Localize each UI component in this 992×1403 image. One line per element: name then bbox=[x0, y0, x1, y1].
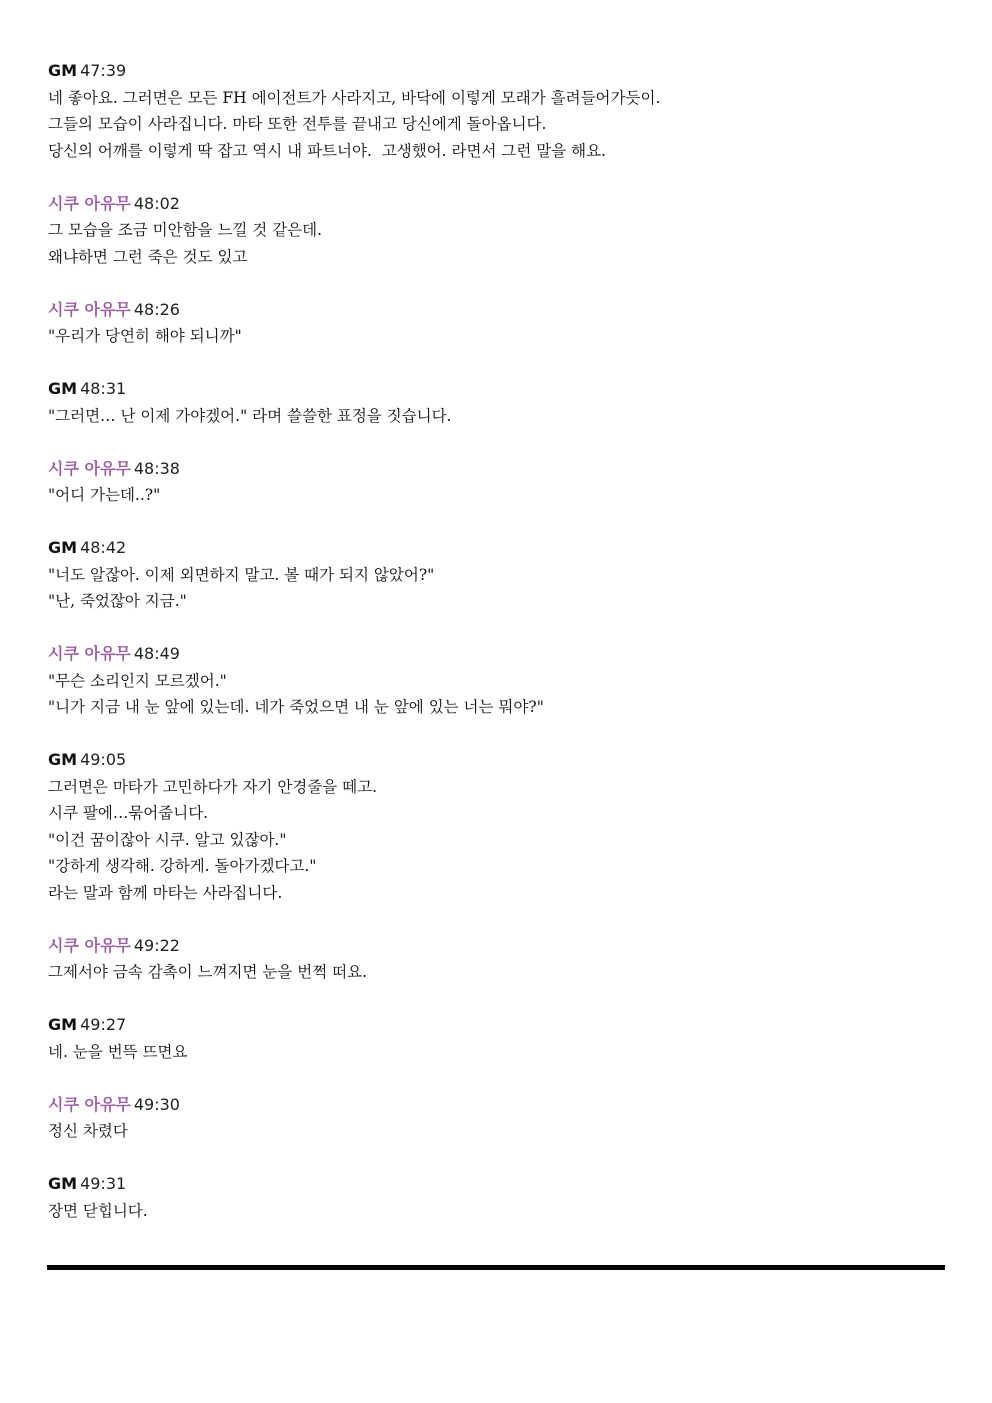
chat-entry bbox=[48, 1171, 948, 1224]
message-line: "강하게 생각해. 강하게. 돌아가겠다고." bbox=[48, 857, 317, 875]
timestamp: 48:42 bbox=[80, 538, 127, 557]
timestamp: 49:30 bbox=[133, 1094, 180, 1114]
message-line: "무슨 소리인지 모르겠어." bbox=[48, 671, 227, 690]
end-divider bbox=[47, 1265, 945, 1270]
entry-header bbox=[48, 456, 948, 483]
chat-entry bbox=[48, 933, 948, 986]
timestamp: 49:31 bbox=[80, 1174, 127, 1193]
message-line: 그제서야 금속 감촉이 느껴지면 눈을 번쩍 떠요. bbox=[48, 963, 367, 981]
message-line: "그러면… 난 이제 가야겠어." 라며 쓸쓸한 표정을 짓습니다. bbox=[48, 406, 452, 425]
chat-entry bbox=[48, 376, 948, 429]
chat-entry bbox=[48, 1092, 948, 1145]
entry-header bbox=[48, 641, 948, 668]
message-line: 그 모습을 조금 미안함을 느낄 것 같은데. bbox=[48, 221, 323, 239]
message-line: 그들의 모습이 사라집니다. 마타 또한 전투를 끝내고 당신에게 돌아옵니다. bbox=[48, 115, 547, 133]
message-line: 정신 차렸다 bbox=[48, 1122, 128, 1140]
timestamp: 49:05 bbox=[80, 750, 127, 769]
entry-header bbox=[48, 376, 948, 403]
message-line: "너도 알잖아. 이제 외면하지 말고. 볼 때가 되지 않았어?" bbox=[48, 565, 435, 584]
timestamp: 48:49 bbox=[133, 644, 180, 663]
entry-header bbox=[48, 747, 948, 774]
entry-header bbox=[48, 58, 948, 85]
chat-entry bbox=[48, 58, 948, 164]
chat-entry bbox=[48, 297, 948, 350]
message-line: 당신의 어깨를 이렇게 딱 잡고 역시 내 파트너야. 고생했어. 라면서 그런 말을 해요. bbox=[48, 141, 606, 160]
chat-entry bbox=[48, 747, 948, 906]
speaker-name: 시쿠 아유무 bbox=[48, 935, 131, 955]
timestamp: 49:27 bbox=[80, 1015, 127, 1034]
chat-entry bbox=[48, 456, 948, 509]
entry-header bbox=[48, 1171, 948, 1198]
timestamp: 48:26 bbox=[133, 299, 180, 319]
message-line: 라는 말과 함께 마타는 사라집니다. bbox=[48, 883, 283, 902]
speaker-name: 시쿠 아유무 bbox=[48, 193, 131, 213]
speaker-name: 시쿠 아유무 bbox=[48, 299, 131, 319]
chat-log bbox=[48, 58, 948, 1251]
speaker-name: GM bbox=[48, 379, 78, 398]
timestamp: 48:31 bbox=[80, 379, 127, 398]
timestamp: 49:22 bbox=[133, 935, 180, 955]
entry-header bbox=[48, 297, 948, 324]
message-line: 그러면은 마타가 고민하다가 자기 안경줄을 떼고. bbox=[48, 777, 378, 796]
speaker-name: 시쿠 아유무 bbox=[48, 1094, 131, 1114]
entry-header bbox=[48, 1012, 948, 1039]
timestamp: 48:38 bbox=[133, 458, 180, 478]
timestamp: 47:39 bbox=[80, 61, 127, 80]
speaker-name: GM bbox=[48, 1015, 78, 1034]
speaker-name: GM bbox=[48, 61, 78, 80]
chat-entry bbox=[48, 1012, 948, 1065]
chat-entry bbox=[48, 191, 948, 271]
speaker-name: 시쿠 아유무 bbox=[48, 458, 131, 478]
speaker-name: GM bbox=[48, 750, 78, 769]
message-line: "니가 지금 내 눈 앞에 있는데. 네가 죽었으면 내 눈 앞에 있는 너는 뭐야?" bbox=[48, 698, 544, 716]
message-line: "우리가 당연히 해야 되니까" bbox=[48, 327, 242, 345]
message-line: "난, 죽었잖아 지금." bbox=[48, 592, 187, 610]
message-line: 네. 눈을 번뜩 뜨면요 bbox=[48, 1042, 188, 1061]
speaker-name: GM bbox=[48, 538, 78, 557]
message-line: 시쿠 팔에…묶어줍니다. bbox=[48, 804, 209, 822]
message-line: "어디 가는데..?" bbox=[48, 486, 161, 504]
entry-header bbox=[48, 535, 948, 562]
entry-header bbox=[48, 1092, 948, 1119]
entry-header bbox=[48, 191, 948, 218]
message-line: "이건 꿈이잖아 시쿠. 알고 있잖아." bbox=[48, 830, 287, 849]
entry-header bbox=[48, 933, 948, 960]
message-line: 네 좋아요. 그러면은 모든 FH 에이전트가 사라지고, 바닥에 이렇게 모래가 흘려들어가듯이. bbox=[48, 88, 661, 107]
timestamp: 48:02 bbox=[133, 193, 180, 213]
speaker-name: 시쿠 아유무 bbox=[48, 644, 131, 663]
message-line: 왜냐하면 그런 죽은 것도 있고 bbox=[48, 247, 248, 266]
message-line: 장면 닫힙니다. bbox=[48, 1201, 148, 1220]
chat-entry bbox=[48, 535, 948, 615]
speaker-name: GM bbox=[48, 1174, 78, 1193]
chat-entry bbox=[48, 641, 948, 721]
